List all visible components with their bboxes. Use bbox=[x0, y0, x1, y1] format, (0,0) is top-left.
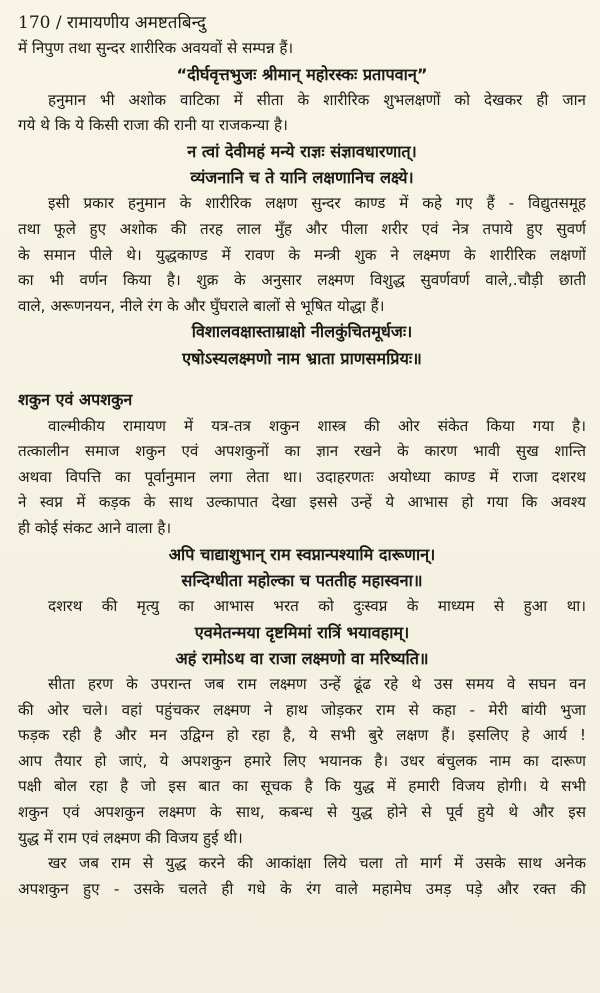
sanskrit-verse-line: अहं रामोऽथ वा राजा लक्ष्मणो वा मरिष्यति॥ bbox=[175, 648, 429, 668]
section-heading: शकुन एवं अपशकुन bbox=[18, 389, 133, 409]
paragraph-line: की ओर चले। वहां पहुंचकर लक्ष्मण ने हाथ जोड़कर राम से कहा - मेरी बांयी भुजा bbox=[18, 700, 586, 719]
paragraph-line: पक्षी बोल रहा है जो इस बात का सूचक है कि युद्ध में हमारी विजय होगी। ये सभी bbox=[18, 777, 586, 796]
paragraph-line: में निपुण तथा सुन्दर शारीरिक अवयवों से सम्पन्न हैं। bbox=[18, 39, 294, 57]
paragraph-line: शकुन एवं अपशकुन लक्ष्मण के साथ, कबन्ध से युद्ध होने से पूर्व हुये थे और इस bbox=[18, 802, 586, 821]
sanskrit-verse-line: विशालवक्षास्ताम्राक्षो नीलकुंचितमूर्धजः। bbox=[191, 322, 413, 342]
paragraph-line: ने स्वप्न में कड़क के साथ उल्कापात देखा इससे उन्हें ये आभास हो गया कि अवश्य bbox=[18, 493, 586, 512]
paragraph-line: वाले, अरूणनयन, नीले रंग के और घुँघराले बालों से भूषित योद्धा हैं। bbox=[18, 296, 385, 315]
paragraph-line: वाल्मीकीय रामायण में यत्र-तत्र शकुन शास्त्र की ओर संकेत किया गया है। bbox=[48, 416, 586, 435]
paragraph-line: अपशकुन हुए - उसके चलते ही गधे के रंग वाले महामेघ उमड़ पड़े और रक्त की bbox=[18, 879, 586, 898]
paragraph-line: का भी वर्णन किया है। शुक्र के अनुसार लक्ष्मण विशुद्ध सुवर्णवर्ण वाले,.चौड़ी छाती bbox=[18, 271, 586, 290]
sanskrit-verse-line: “दीर्घवृत्तभुजः श्रीमान् महोरस्कः प्रतापवान्” bbox=[176, 64, 428, 84]
paragraph-line: सीता हरण के उपरान्त जब राम लक्ष्मण उन्हें ढूंढ रहे थे उस समय वे सघन वन bbox=[48, 675, 586, 693]
page-header: 170 / रामायणीय अमष्टतबिन्दु bbox=[18, 13, 206, 33]
paragraph-line: युद्ध में राम एवं लक्ष्मण की विजय हुई थी। bbox=[18, 828, 243, 847]
sanskrit-verse-line: व्यंजनानि च ते यानि लक्षणानिच लक्ष्ये। bbox=[190, 168, 414, 188]
sanskrit-verse-line: सन्दिग्धीता महोल्का च पततीह महास्वना॥ bbox=[181, 570, 423, 590]
paragraph-line: ही कोई संकट आने वाला है। bbox=[18, 519, 172, 538]
paragraph-line: फड़क रही है और मन उद्विग्न हो रहा है, ये सभी बुरे लक्षण हैं। इसलिए हे आर्य ! bbox=[18, 726, 586, 745]
paragraph-line: अथवा विपत्ति का पूर्वानुमान लगा लेता था। उदाहरणतः अयोध्या काण्ड में राजा दशरथ bbox=[18, 467, 586, 486]
sanskrit-verse-line: अपि चाद्याशुभान् राम स्वप्नान्पश्यामि दारूणान्। bbox=[168, 544, 436, 564]
paragraph-line: तत्कालीन समाज शकुन एवं अपशकुनों का ज्ञान रखने के कारण भावी सुख शान्ति bbox=[18, 442, 586, 461]
paragraph-line: इसी प्रकार हनुमान के शारीरिक लक्षण सुन्दर काण्ड में कहे गए हैं - विद्युतसमूह bbox=[48, 194, 586, 213]
sanskrit-verse-line: एवमेतन्मया दृष्टमिमां रात्रिं भयावहाम्। bbox=[194, 622, 410, 642]
paragraph-line: के समान पीले थे। युद्धकाण्ड में रावण के मन्त्री शुक ने लक्ष्मण के शारीरिक लक्षणों bbox=[18, 245, 586, 264]
paragraph-line: तथा फूले हुए अशोक की तरह लाल मुँह और पीला शरीर एवं नेत्र तपाये हुए सुवर्ण bbox=[18, 219, 586, 238]
sanskrit-verse-line: न त्वां देवीमहं मन्ये राज्ञः संज्ञावधारणात्। bbox=[187, 141, 417, 161]
body-text bbox=[18, 36, 586, 902]
paragraph-line: हनुमान भी अशोक वाटिका में सीता के शारीरिक शुभलक्षणों को देखकर ही जान bbox=[48, 90, 586, 109]
paragraph-line: दशरथ की मृत्यु का आभास भरत को दुःस्वप्न के माध्यम से हुआ था। bbox=[48, 597, 586, 616]
sanskrit-verse-line: एषोऽस्यलक्ष्मणो नाम भ्राता प्राणसमप्रियः॥ bbox=[182, 348, 422, 368]
paragraph-line: आप तैयार हो जाएं, ये अपशकुन हमारे लिए भयानक है। उधर बंचुलक नाम का दारूण bbox=[18, 751, 586, 770]
paragraph-line: गये थे कि ये किसी राजा की रानी या राजकन्या है। bbox=[18, 116, 288, 135]
paragraph-line: खर जब राम से युद्ध करने की आकांक्षा लिये चला तो मार्ग में उसके साथ अनेक bbox=[48, 854, 586, 873]
